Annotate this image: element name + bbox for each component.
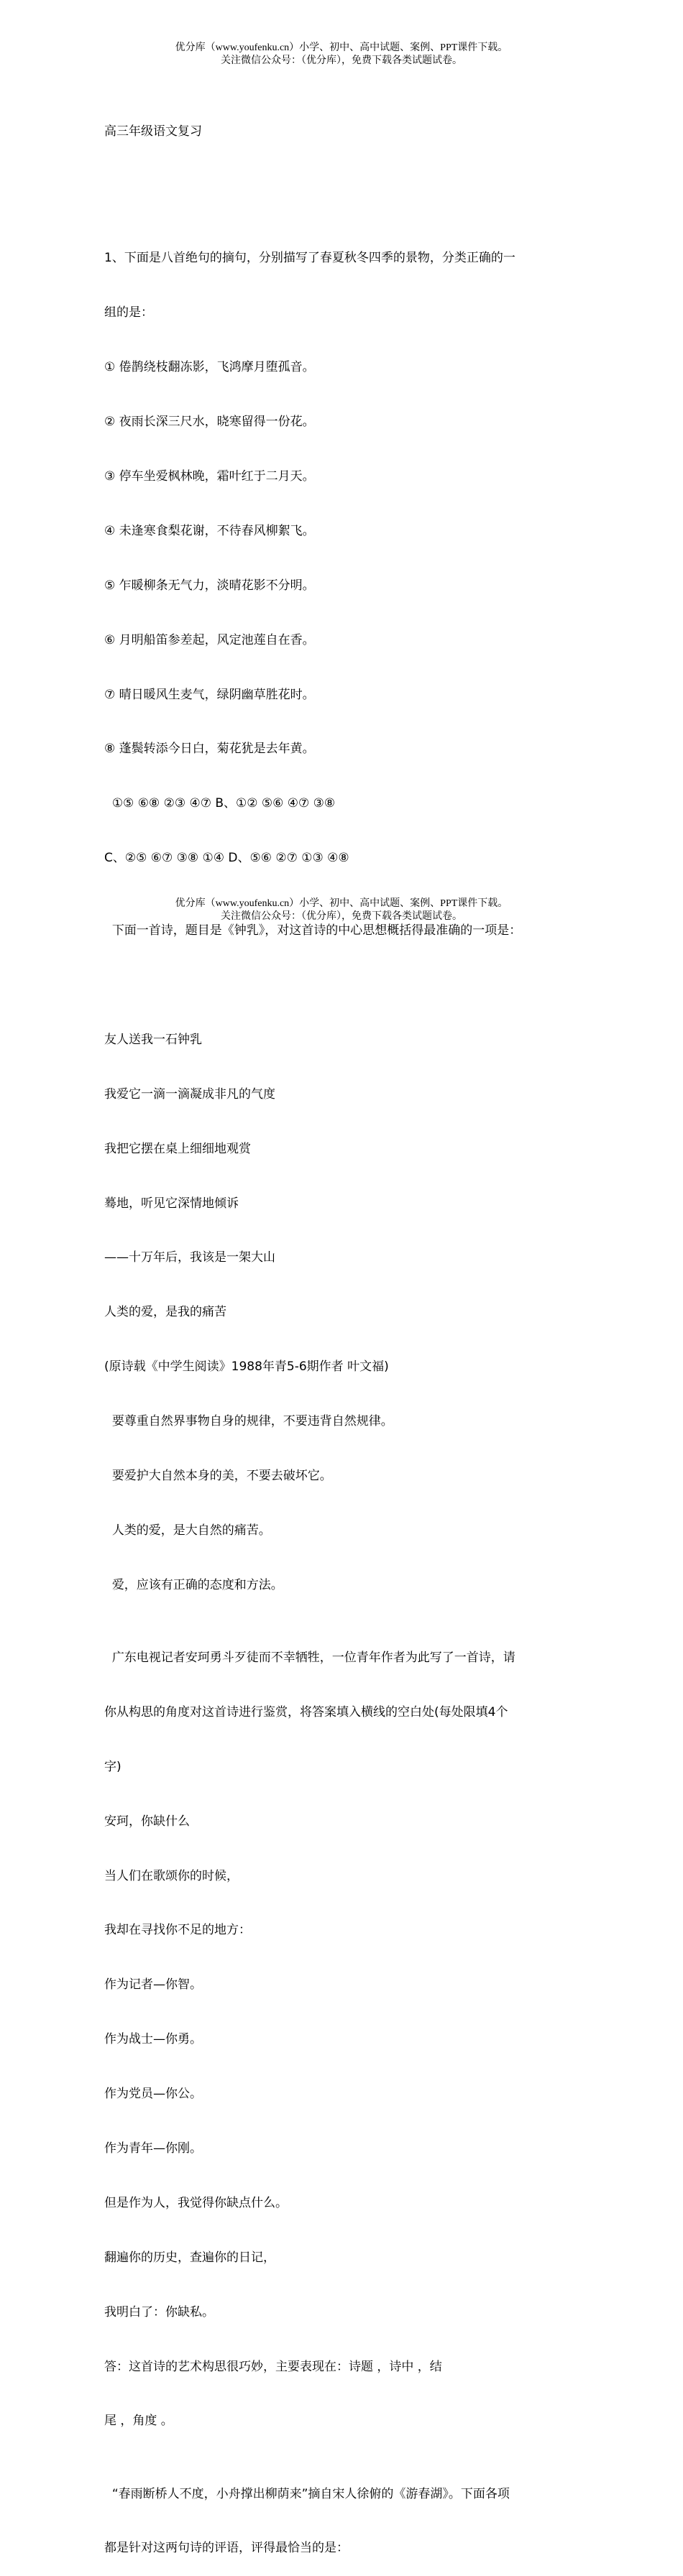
blank-line [104, 977, 582, 994]
q3-poem-line: 作为青年—你刚。 [104, 2141, 202, 2156]
q2-option: 爱，应该有正确的态度和方法。 [104, 1577, 283, 1592]
blank-line [104, 177, 582, 195]
q1-stem-line-2: 组的是： [104, 305, 153, 320]
q1-item: ⑦ 晴日暖风生麦气，绿阴幽草胜花时。 [104, 687, 315, 702]
q2-poem-line: 我爱它一滴一滴凝成非凡的气度 [104, 1086, 275, 1102]
q4-stem-line-1: “春雨断桥人不度，小舟撑出柳荫来”摘自宋人徐俯的《游春湖》。下面各项 [104, 2486, 510, 2501]
footer-line-1: 优分库（www.youfenku.cn）小学、初中、高中试题、案例、PPT课件下载。 [175, 898, 508, 909]
page-header [0, 42, 683, 68]
q3-answer-line-2: 尾 ，角度 。 [104, 2414, 173, 2429]
q3-stem-line-3: 字) [104, 1759, 122, 1774]
q1-item: ⑥ 月明船笛参差起，风定池莲自在香。 [104, 632, 315, 647]
q1-item: ⑤ 乍暖柳条无气力，淡晴花影不分明。 [104, 578, 315, 593]
q2-option: 人类的爱，是大自然的痛苦。 [104, 1523, 271, 1538]
q3-poem-line: 作为记者—你智。 [104, 1977, 202, 1993]
q2-poem-line: 蓦地，听见它深情地倾诉 [104, 1196, 239, 1211]
q2-poem-line: 我把它摆在桌上细细地观赏 [104, 1141, 251, 1156]
q3-poem-line: 翻遍你的历史，查遍你的日记， [104, 2250, 275, 2265]
q3-poem-line: 安珂，你缺什么 [104, 1814, 190, 1829]
q2-stem: 下面一首诗，题目是《钟乳》，对这首诗的中心思想概括得最准确的一项是： [104, 923, 522, 938]
q3-poem-line: 当人们在歌颂你的时候， [104, 1868, 239, 1883]
footer-line-2: 关注微信公众号：（优分库），免费下载各类试题试卷。 [221, 911, 462, 922]
q1-item: ③ 停车坐爱枫林晚，霜叶红于二月天。 [104, 468, 315, 484]
document-body [104, 86, 582, 2576]
q1-options-line-2: C、②⑤ ⑥⑦ ③⑧ ①④ D、⑤⑥ ②⑦ ①③ ④⑧ [104, 851, 349, 866]
q2-poem-line: ——十万年后，我该是一架大山 [104, 1250, 275, 1265]
q1-item: ② 夜雨长深三尺水，晓寒留得一份花。 [104, 415, 315, 430]
q3-poem-line: 作为党员—你公。 [104, 2087, 202, 2102]
q3-poem-line: 作为战士—你勇。 [104, 2032, 202, 2047]
q1-stem-line-1: 1、下面是八首绝句的摘句，分别描写了春夏秋冬四季的景物，分类正确的一 [104, 251, 515, 266]
q3-poem-line: 我却在寻找你不足的地方： [104, 1923, 251, 1938]
q2-poem-line: 人类的爱，是我的痛苦 [104, 1305, 226, 1320]
q3-stem-line-1: 广东电视记者安珂勇斗歹徒而不幸牺牲，一位青年作者为此写了一首诗，请 [104, 1650, 515, 1665]
header-line-1: 优分库（www.youfenku.cn）小学、初中、高中试题、案例、PPT课件下载。 [175, 42, 508, 53]
q1-options-line-1: ①⑤ ⑥⑧ ②③ ④⑦ B、①② ⑤⑥ ④⑦ ③⑧ [104, 796, 336, 811]
q3-poem-line: 但是作为人，我觉得你缺点什么。 [104, 2195, 288, 2210]
q4-stem-line-2: 都是针对这两句诗的评语，评得最恰当的是： [104, 2541, 349, 2556]
page-footer [0, 897, 683, 923]
q3-answer-line-1: 答：这首诗的艺术构思很巧妙，主要表现在：诗题 ，诗中 ，结 [104, 2359, 442, 2374]
q2-poem-line: 友人送我一石钟乳 [104, 1032, 202, 1047]
q1-item: ① 倦鹊绕枝翻冻影，飞鸿摩月堕孤音。 [104, 360, 315, 375]
q3-stem-line-2: 你从构思的角度对这首诗进行鉴赏，将答案填入横线的空白处(每处限填4个 [104, 1704, 508, 1719]
q1-item: ④ 未逢寒食梨花谢，不待春风柳絮飞。 [104, 523, 315, 538]
q1-item: ⑧ 蓬鬓转添今日白，菊花犹是去年黄。 [104, 742, 315, 757]
header-line-2: 关注微信公众号：（优分库），免费下载各类试题试卷。 [221, 55, 462, 66]
q2-poem-source: (原诗载《中学生阅读》1988年青5-6期作者 叶文福) [104, 1359, 389, 1375]
document-title: 高三年级语文复习 [104, 124, 202, 139]
q3-poem-line: 我明白了：你缺私。 [104, 2304, 214, 2319]
q2-option: 要爱护大自然本身的美，不要去破坏它。 [104, 1468, 332, 1483]
q2-option: 要尊重自然界事物自身的规律，不要违背自然规律。 [104, 1414, 393, 1429]
